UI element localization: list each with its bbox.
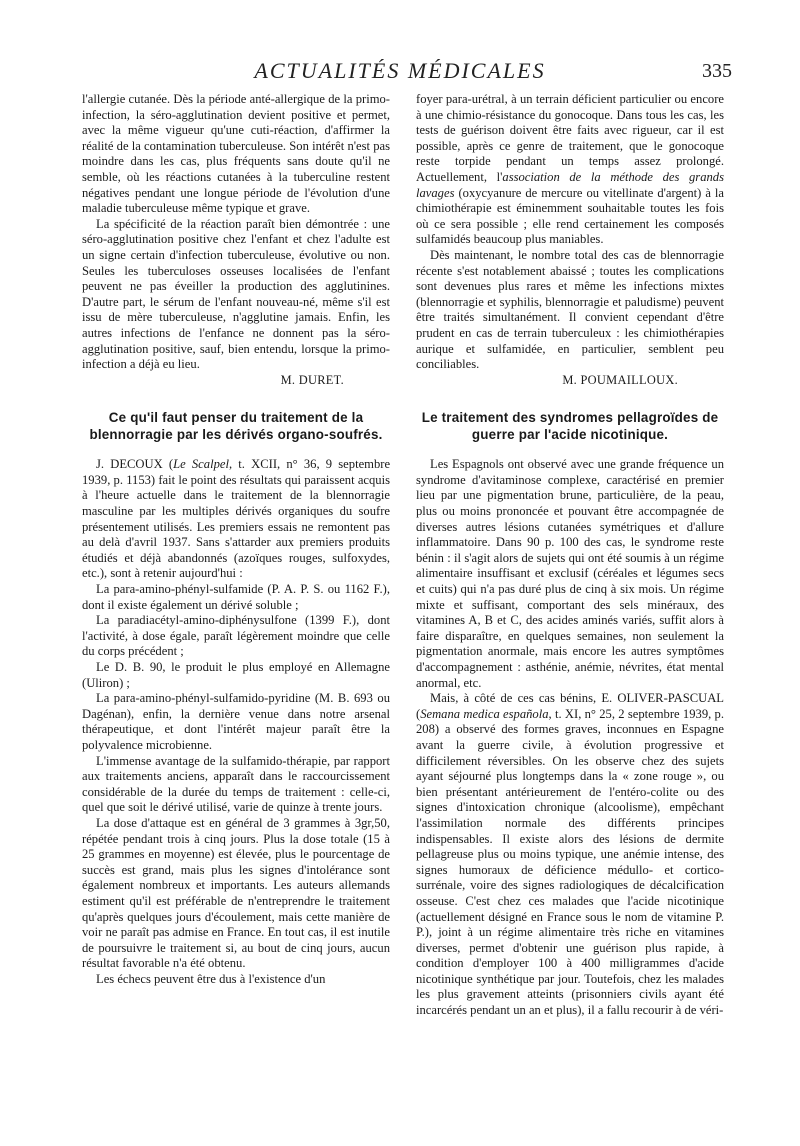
text-run: (oxycyanure de mercure ou vitellinate d'argent) à la chimiothérapie est éminemment souhaitable toutes les fois où ce sera possible ; elle rend certainement les composés sulfamidés beaucoup plus maniables. <box>416 185 724 247</box>
journal-name: Le Scalpel <box>173 457 229 472</box>
paragraph: Les Espagnols ont observé avec une grande fréquence un syndrome d'avitaminose complexe, caractérisé en premier lieu par une pigmentation brune, particulière, de la peau, plus ou moins prononcée et pouvant être accompagnée de diverses autres lésions cutanées symétriques et d'allure inflammatoire. Dans 90 p. 100 des cas, le syndrome reste bénin : il s'agit alors de sujets qui ont été soumis à un régime alimentaire insuffisant et exclusif (céréales et légumes secs et cuits) qui n'a pas duré plus de cinq à six mois. Un régime mixte et suffisant, comportant des sels minéraux, des vitamines A, B et C, des acides aminés variés, suffit alors à faire disparaître, en quelques semaines, non seulement la pigmentation anormale, mais encore les autres symptômes d'accompagnement : asthénie, anémie, névrites, état mental anormal, etc. <box>416 457 724 690</box>
paragraph: La spécificité de la réaction paraît bien démontrée : une séro-agglutination positive chez l'enfant et chez l'adulte est un signe certain d'infection tuberculeuse, évolutive ou non. Seules les tuberculoses osseuses localisées de l'enfant peuvent ne pas éveiller la production des agglutinines. D'autre part, le sérum de l'enfant nouveau-né, même s'il est issu de mère tuberculeuse, n'agglutine jamais. Enfin, les autres infections de l'enfance ne donnent pas la séro-agglutination positive, sauf, bien entendu, lorsque la primo-infection a déjà eu lieu. <box>82 216 390 372</box>
page-number: 335 <box>702 60 732 82</box>
journal-name: Semana medica española <box>420 706 549 721</box>
paragraph: Les échecs peuvent être dus à l'existence d'un <box>96 971 326 986</box>
author-name: E. OLIVER-PASCUAL <box>601 691 724 706</box>
article-signature: M. DURET. <box>280 372 344 387</box>
paragraph: La para-amino-phényl-sulfamide (P. A. P. S. ou 1162 F.), dont il existe également un dérivé soluble ; <box>82 582 390 612</box>
right-column <box>416 92 724 1019</box>
paragraph: Dès maintenant, le nombre total des cas de blennorragie récente s'est notablement abaissé ; toutes les complications sont devenues plus rares et même les infections mixtes (blennorragie et syphilis, blennorragie et paludisme) peuvent être traités simultanément. Il convient cependant d'être prudent en cas de terrain tuberculeux : les chimiothérapies aurique et sulfamidée, en particulier, semblent peu conciliables. <box>416 247 724 372</box>
paragraph: l'allergie cutanée. Dès la période anté-allergique de la primo-infection, la séro-agglutination devient positive et permet, avec la même vigueur qu'une cuti-réaction, d'affirmer la réalité de la contamination tuberculeuse. Son intérêt n'est pas moindre dans les cas, plus fréquents sans doute qu'il ne semble, où les réactions cutanées à la tuberculine restent négatives pendant une longue période de l'évolution d'une maladie tuberculeuse même typique et grave. <box>82 92 390 216</box>
paragraph: Mais, à côté de ces cas bénins, E. OLIVER-PASCUAL (Semana medica española, t. XI, n° 25, 2 septembre 1939, p. 208) a observé des formes graves, inconnues en Espagne avant la guerre civile, à évolution progressive et difficilement réversibles. On les observe chez des sujets ayant séjourné plus longtemps dans la « zone rouge », ou bien présentant antérieurement de l'entéro-colite ou des signes d'intoxication chronique (alcoolisme), empêchant l'assimilation normale des différents principes indispensables. Il existe alors des lésions de dermite pellagreuse plus ou moins typique, une anémie intense, des signes humoraux de déficience médullo- et cortico-surrénale, voire des signes radiologiques de décalcification osseuse. C'est chez ces malades que l'acide nicotinique (actuellement désigné en France sous le nom de vitamine P. P.), joint à un régime alimentaire très riche en vitamines diverses, permet d'obtenir une guérison plus rapide, à condition d'employer 100 à 400 milligrammes d'acide nicotinique synthétique par jour. Toutefois, chez les malades les plus gravement atteints (prisonniers civils ayant été incarcérés pendant un an et plus), il a fallu recourir à de véri- <box>416 691 725 1018</box>
author-name: J. DECOUX <box>96 457 163 472</box>
article-heading: Le traitement des syndromes pellagroïdes de guerre par l'acide nicotinique. <box>421 410 719 442</box>
article-heading: Ce qu'il faut penser du traitement de la blennorragie par les dérivés organo-soufrés. <box>89 410 383 442</box>
paragraph <box>416 92 724 248</box>
text-run: Mais, à côté de ces cas bénins, <box>430 691 602 706</box>
paragraph: La para-amino-phényl-sulfamido-pyridine (M. B. 693 ou Dagénan), enfin, la dernière venue dans notre arsenal thérapeutique, et dont l'intérêt majeur paraît être la polyvalence microbienne. <box>82 691 390 752</box>
paragraph: La paradiacétyl-amino-diphénysulfone (1399 F.), dont l'activité, à dose égale, paraît légèrement moindre que celle du corps précédent ; <box>82 613 390 659</box>
paragraph: L'immense avantage de la sulfamido-thérapie, par rapport aux traitements anciens, apparaît dans le raccourcissement considérable de la durée du temps de traitement : celle-ci, quel que soit le dérivé utilisé, varie de quinze à trente jours. <box>82 753 390 815</box>
citation-text: , t. XCII, n° 36, 9 septembre 1939, p. 1153) fait le point des résultats qui paraissent acquis à l'heure actuelle dans le traitement de la blennorragie masculine par les multiples dérivés organiques du soufre présentement utilisés. Les premiers essais ne remontent pas au delà d'avril 1937. Sans s'attarder aux premiers produits étudiés et déjà abandonnés (azoïques rouges, sulfoxydes, etc.), sont à retenir aujourd'hui : <box>82 457 391 581</box>
paragraph: Le D. B. 90, le produit le plus employé en Allemagne (Uliron) ; <box>82 660 390 690</box>
paragraph: J. DECOUX (Le Scalpel, t. XCII, n° 36, 9 septembre 1939, p. 1153) fait le point des résultats qui paraissent acquis à l'heure actuelle dans le traitement de la blennorragie masculine par les multiples dérivés organiques du soufre présentement utilisés. Les premiers essais ne remontent pas au delà d'avril 1937. Sans s'attarder aux premiers produits étudiés et déjà abandonnés (azoïques rouges, sulfoxydes, etc.), sont à retenir aujourd'hui : <box>82 457 391 581</box>
running-title: ACTUALITÉS MÉDICALES <box>254 58 546 83</box>
text-run: foyer para-urétral, à un terrain déficient particulier ou encore à une chimio-résistance du gonocoque. Dans tous les cas, les tests de guérison doivent être faits avec rigueur, car il est possible, après ce genre de traitement, que le gonocoque reste torpide pendant un temps assez prolongé. Actuellement, l' <box>416 92 724 184</box>
citation-text: , t. XI, n° 25, 2 septembre 1939, p. 208) a observé des formes graves, inconnues en Espagne avant la guerre civile, à évolution progressive et difficilement réversibles. On les observe chez des sujets ayant séjourné plus longtemps dans la « zone rouge », ou bien présentant antérieurement de l'entéro-colite ou des signes d'intoxication chronique (alcoolisme), empêchant l'assimilation normale des différents principes indispensables. Il existe alors des lésions de dermite pellagreuse plus ou moins typique, une anémie intense, des signes humoraux de déficience médullo- et cortico-surrénale, voire des signes radiologiques de décalcification osseuse. C'est chez ces malades que l'acide nicotinique (actuellement désigné en France sous le nom de vitamine P. P.), joint à un régime alimentaire très riche en vitamines diverses, permet d'obtenir une guérison plus rapide, à condition d'employer 100 à 400 milligrammes d'acide nicotinique synthétique par jour. Toutefois, chez les malades les plus gravement atteints (prisonniers civils ayant été incarcérés pendant un an et plus), il a fallu recourir à de véri- <box>416 706 725 1018</box>
article-signature: M. POUMAILLOUX. <box>562 372 678 387</box>
paragraph: La dose d'attaque est en général de 3 grammes à 3gr,50, répétée pendant trois à cinq jours. Plus la dose totale (15 à 25 grammes en moyenne) est élevée, plus le pourcentage de succès est grand, mais plus les signes d'intolérance sont également nombreux et importants. Les auteurs allemands estiment qu'il est préférable de n'entreprendre le traitement qu'après quelques jours d'écoulement, mais cette manière de voir ne paraît pas admise en France. En tout cas, il est inutile de poursuivre le traitement si, au bout de cinq jours, aucun résultat favorable n'a été obtenu. <box>82 815 390 971</box>
left-column <box>82 92 390 987</box>
emphasis-text: association de la méthode des grands lavages <box>416 169 724 200</box>
running-head <box>0 58 800 90</box>
